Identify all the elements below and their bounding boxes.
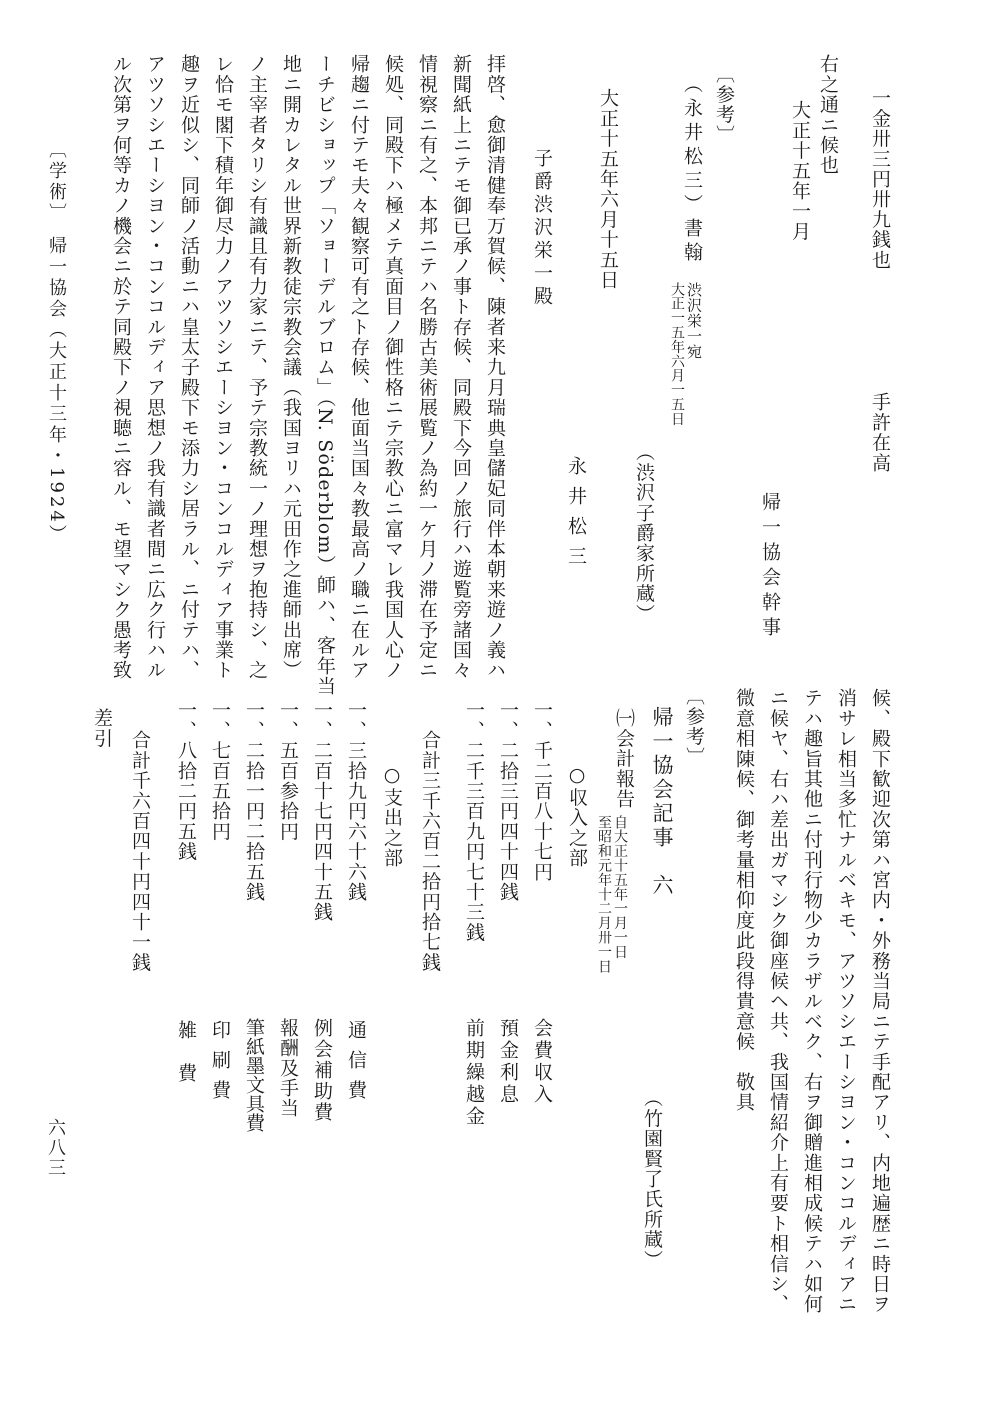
letter-addressee: 子爵渋沢栄一殿: [531, 148, 553, 309]
expense-label: 雑費: [175, 1020, 197, 1106]
expense-label: 通信費: [345, 1020, 367, 1110]
income-total: 合計三千六百二拾円拾七銭: [419, 730, 441, 973]
income-label: 預金利息: [497, 1018, 519, 1106]
letter-source: （渋沢子爵家所蔵）: [633, 442, 655, 624]
expense-amount: 一、二百十七円四十五銭: [311, 700, 333, 923]
expense-header: ○支出之部: [381, 764, 403, 868]
body-line: 情視察ニ有之、本邦ニテハ名勝古美術展覧ノ為約一ケ月ノ滞在予定ニ: [416, 54, 438, 681]
letter-author: 永井松三: [565, 456, 587, 576]
body-line: 拝啓、愈御清健奉万賀候、陳者来九月瑞典皇儲妃同伴本朝来遊ノ義ハ: [484, 54, 506, 681]
continuation-line: 消サレ相当多忙ナルベキモ、アツソシエーシヨン・コンコルディアニ: [835, 688, 857, 1315]
expense-amount: 一、七百五拾円: [209, 700, 231, 842]
body-line: アツソシエーシヨン・コンコルディア思想ノ我有識者間ニ広ク行ハル: [144, 54, 166, 681]
income-amount: 一、二拾三円四十四銭: [497, 700, 519, 902]
income-label: 会費収入: [531, 1018, 553, 1106]
expense-label: 筆紙墨文具費: [243, 1018, 265, 1132]
body-line: 帰趨ニ付テモ夫々観察可有之ト存候、他面当国々教最高ノ職ニ在ルア: [348, 54, 370, 681]
body-line: 新聞紙上ニテモ御已承ノ事ト存候、同殿下今回ノ旅行ハ遊覧旁諸国々: [450, 54, 472, 681]
expense-amount: 一、八拾二円五銭: [175, 700, 197, 862]
income-amount: 一、二千三百九円七十三銭: [463, 700, 485, 943]
letter-meta-date: 大正一五年六月一五日: [669, 282, 685, 426]
continuation-line: 候、殿下歓迎次第ハ宮内・外務当局ニテ手配アリ、内地遍歴ニ時日ヲ: [869, 688, 891, 1315]
cash-on-hand-note: 手許在高: [869, 392, 891, 473]
reference-label-2: 〔参考〕: [683, 686, 705, 767]
continuation-line: 微意相陳候、御考量相仰度此段得貴意候 敬具: [733, 688, 755, 1113]
body-line: 地ニ開カレタル世界新教徒宗教会議（我国ヨリハ元田作之進師出席）: [280, 54, 302, 681]
body-line: レ恰モ閣下積年御尽力ノアツソシエーシヨン・コンコルディア事業ト: [212, 54, 234, 681]
body-line: ル次第ヲ何等カノ機会ニ於テ同殿下ノ視聴ニ容ル、モ望マシク愚考致: [110, 54, 132, 681]
page-number: 六八三: [45, 1118, 66, 1178]
closing-date: 大正十五年一月: [789, 100, 811, 242]
expense-amount: 一、三拾九円六十六銭: [345, 700, 367, 902]
expense-amount: 一、五百参拾円: [277, 700, 299, 842]
letter-title: （永井松三）書翰: [681, 74, 703, 266]
income-label: 前期繰越金: [463, 1018, 485, 1128]
income-header: ○収入之部: [566, 764, 588, 868]
reference-label: 〔参考〕: [713, 64, 735, 145]
period-from: 自大正十五年一月一日: [612, 815, 628, 959]
section-title: 帰一協会記事 六: [650, 706, 674, 898]
balance-label: 差引: [91, 708, 113, 749]
letter-meta-name: 渋沢栄一宛: [685, 282, 703, 360]
expense-total: 合計千六百四十円四十一銭: [129, 730, 151, 973]
continuation-line: ニ候ヤ、右ハ差出ガマシク御座候ヘ共、我国情紹介上有要ト相信シ、: [767, 688, 789, 1315]
continuation-line: テハ趣旨其他ニ付刊行物少カラザルベク、右ヲ御贈進相成候テハ如何: [801, 688, 823, 1315]
running-footer: 〔学術〕 帰一協会（大正十三年・1924）: [46, 140, 67, 546]
letter-date: 大正十五年六月十五日: [597, 88, 619, 290]
expense-label: 印刷費: [209, 1020, 231, 1110]
body-line: ーチビショップ「ソョーデルブロム」（N. Söderblom）師ハ、客年当: [314, 54, 336, 697]
cash-on-hand-line: 一金卅三円卅九銭也: [869, 88, 891, 270]
accounting-report-label: ㈠会計報告: [613, 708, 635, 809]
expense-amount: 一、二拾一円二拾五銭: [243, 700, 265, 902]
body-line: 候処、同殿下ハ極メテ真面目ノ御性格ニテ宗教心ニ富マレ我国人心ノ: [382, 54, 404, 681]
body-line: 趣ヲ近似シ、同師ノ活動ニハ皇太子殿下モ添力シ居ラル、ニ付テハ、: [178, 54, 200, 681]
report-period: [596, 815, 628, 973]
body-line: ノ主宰者タリシ有識且有力家ニテ、予テ宗教統一ノ理想ヲ抱持シ、之: [246, 54, 268, 681]
expense-label: 例会補助費: [311, 1018, 333, 1123]
closing-phrase: 右之通ニ候也: [817, 54, 839, 176]
income-amount: 一、千二百八十七円: [531, 700, 553, 882]
letter-meta: [669, 282, 702, 426]
continuation-source: （竹園賢了氏所蔵）: [641, 1088, 663, 1270]
period-to: 至昭和元年十二月卅一日: [596, 815, 612, 974]
signer: 帰一協会幹事: [759, 492, 781, 642]
expense-label: 報酬及手当: [277, 1018, 299, 1118]
